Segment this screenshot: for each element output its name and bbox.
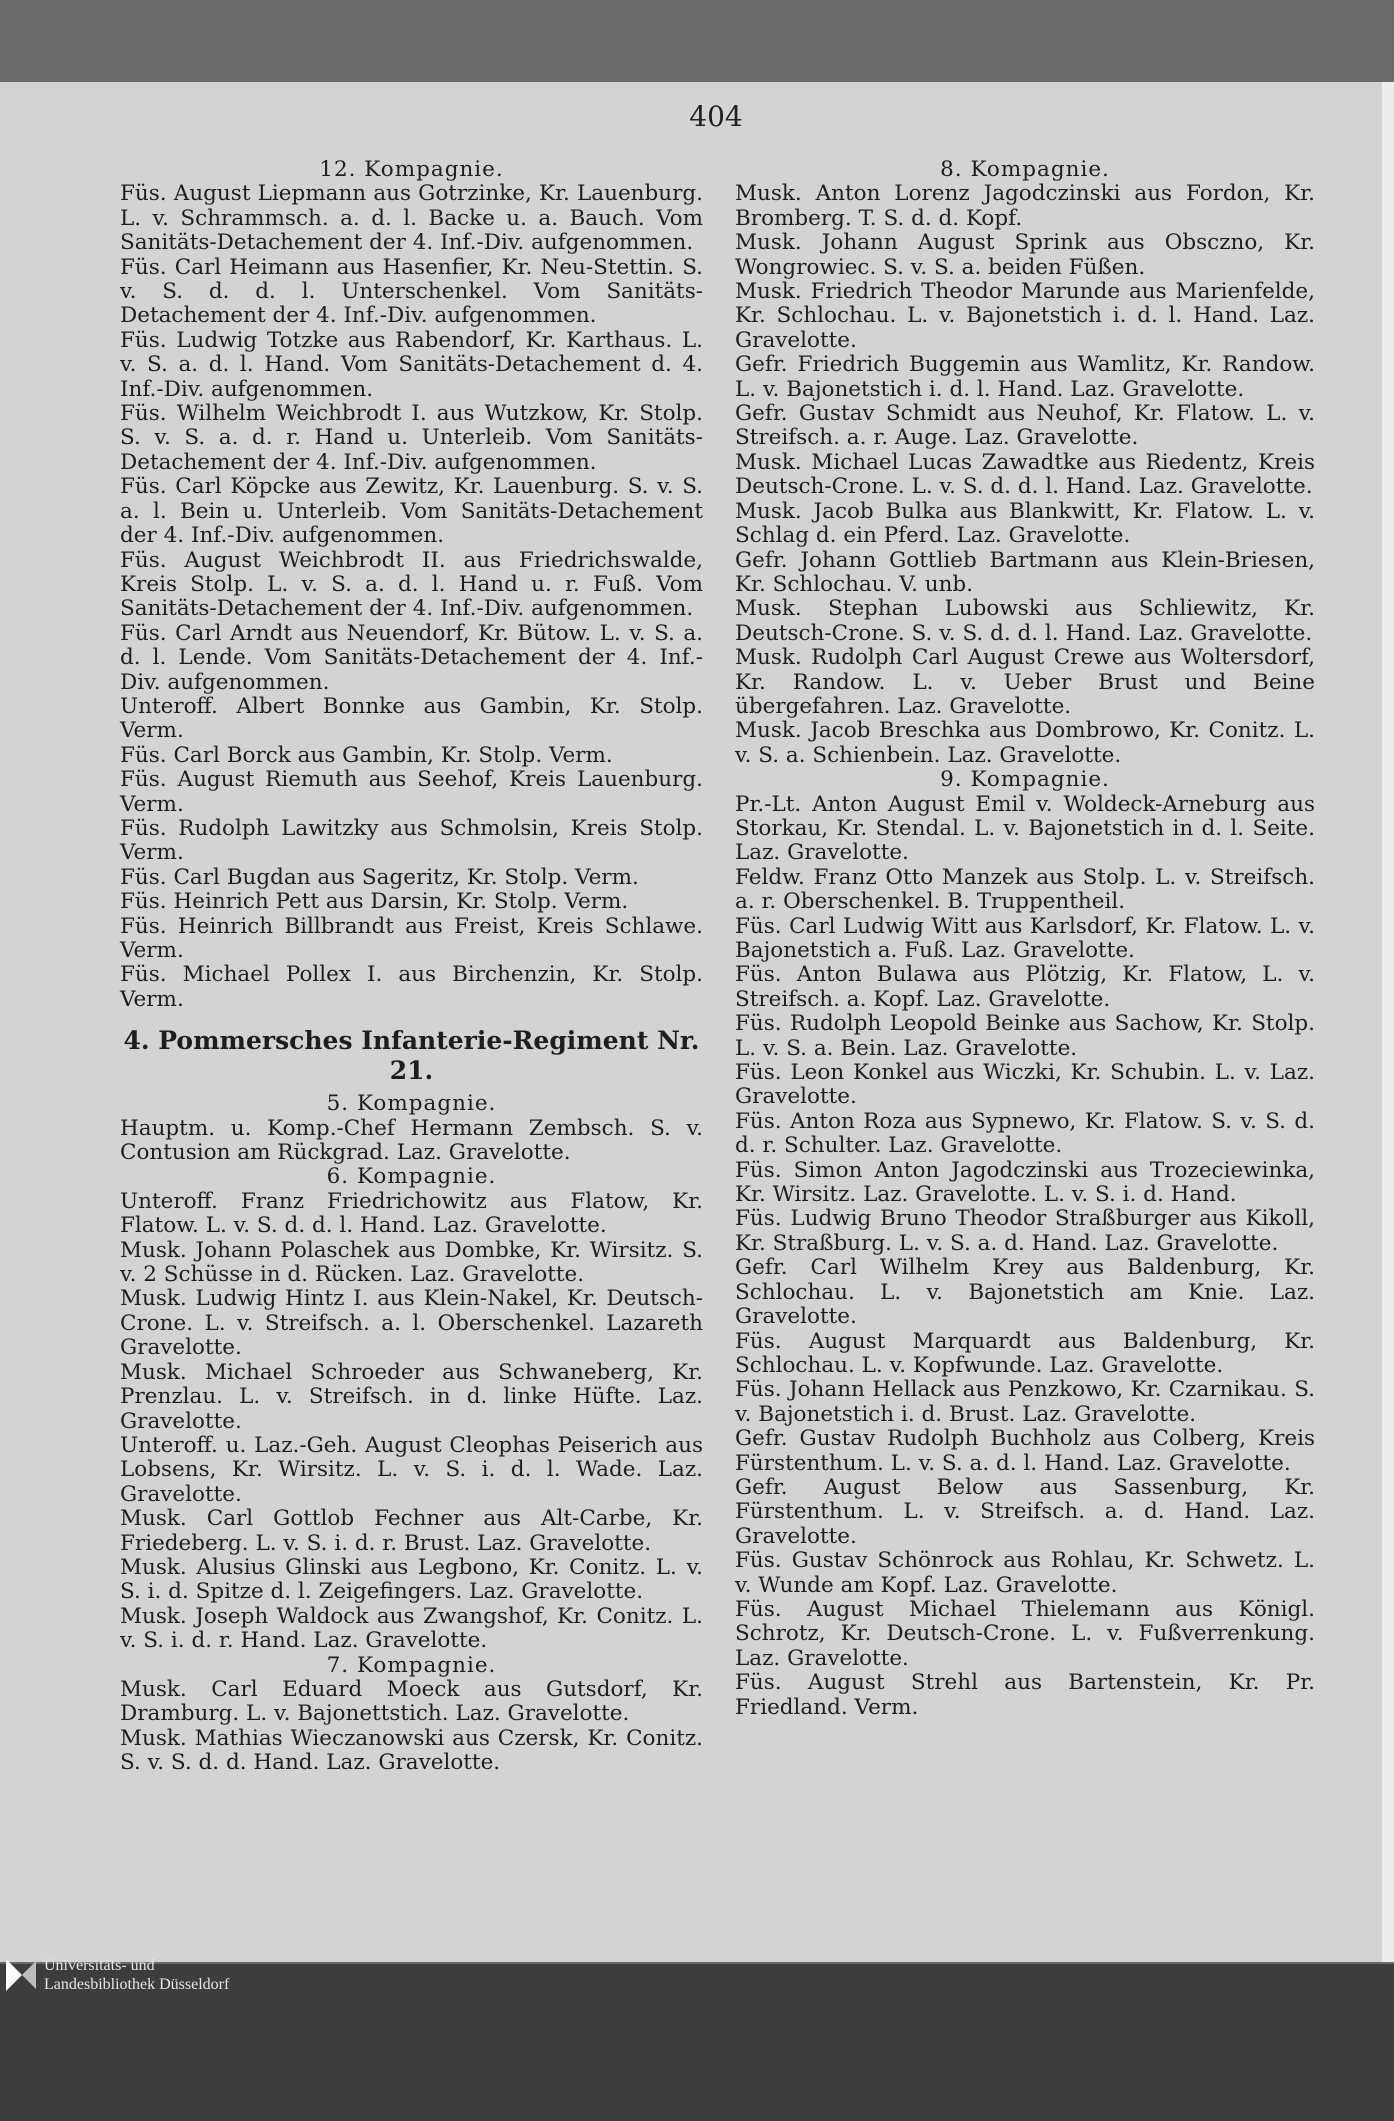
casualty-entry: Pr.-Lt. Anton August Emil v. Woldeck-Arneburg aus Storkau, Kr. Stendal. L. v. Bajonetstich in d. l. Seite. Laz. Gravelotte. xyxy=(735,791,1315,866)
casualty-entry: Füs. Leon Konkel aus Wiczki, Kr. Schubin. L. v. Laz. Gravelotte. xyxy=(735,1060,1315,1110)
casualty-entry: Füs. Johann Hellack aus Penzkowo, Kr. Czarnikau. S. v. Bajonetstich i. d. Brust. Laz. Gravelotte. xyxy=(735,1377,1315,1427)
casualty-entry: Füs. Gustav Schönrock aus Rohlau, Kr. Schwetz. L. v. Wunde am Kopf. Laz. Gravelotte. xyxy=(735,1548,1315,1598)
casualty-entry: Füs. Heinrich Pett aus Darsin, Kr. Stolp. Verm. xyxy=(120,889,629,915)
casualty-entry: Füs. Carl Ludwig Witt aus Karlsdorf, Kr. Flatow. L. v. Bajonetstich a. Fuß. Laz. Gravelotte. xyxy=(735,913,1315,963)
casualty-entry: Musk. Rudolph Carl August Crewe aus Woltersdorf, Kr. Randow. L. v. Ueber Brust und Beine übergefahren. Laz. Gravelotte. xyxy=(735,645,1315,719)
casualty-entry: Musk. Johann Polaschek aus Dombke, Kr. Wirsitz. S. v. 2 Schüsse in d. Rücken. Laz. Gravelotte. xyxy=(120,1237,703,1288)
library-credit-line-1: Universitäts- und xyxy=(44,1957,155,1974)
casualty-entry: Musk. Johann August Sprink aus Obsczno, Kr. Wongrowiec. S. v. S. a. beiden Füßen. xyxy=(735,230,1315,280)
casualty-entry: Musk. Friedrich Theodor Marunde aus Marienfelde, Kr. Schlochau. L. v. Bajonetstich i. d. l. Hand. Laz. Gravelotte. xyxy=(735,279,1315,353)
casualty-entry: Musk. Alusius Glinski aus Legbono, Kr. Conitz. L. v. S. i. d. Spitze d. l. Zeigefingers. Laz. Gravelotte. xyxy=(120,1554,703,1605)
casualty-entry: Unteroff. Franz Friedrichowitz aus Flatow, Kr. Flatow. L. v. S. d. d. l. Hand. Laz. Gravelotte. xyxy=(120,1188,703,1239)
casualty-entry: Gefr. Johann Gottlieb Bartmann aus Klein-Briesen, Kr. Schlochau. V. unb. xyxy=(735,547,1315,597)
casualty-entry: Füs. Carl Borck aus Gambin, Kr. Stolp. Verm. xyxy=(120,742,613,768)
casualty-entry: Feldw. Franz Otto Manzek aus Stolp. L. v. Streifsch. a. r. Oberschenkel. B. Truppentheil. xyxy=(735,864,1315,915)
casualty-entry: Füs. Ludwig Bruno Theodor Straßburger aus Kikoll, Kr. Straßburg. L. v. S. a. d. Hand. Laz. Gravelotte. xyxy=(735,1206,1315,1256)
page-number: 404 xyxy=(689,100,743,133)
casualty-entry: Musk. Michael Lucas Zawadtke aus Riedentz, Kreis Deutsch-Crone. L. v. S. d. d. l. Hand. Laz. Gravelotte. xyxy=(735,449,1315,500)
casualty-entry: Musk. Carl Eduard Moeck aus Gutsdorf, Kr. Dramburg. L. v. Bajonettstich. Laz. Gravelotte. xyxy=(120,1676,703,1727)
casualty-entry: Füs. Wilhelm Weichbrodt I. aus Wutzkow, Kr. Stolp. S. v. S. a. d. r. Hand u. Unterleib. Vom Sanitäts-Detachement der 4. Inf.-Div. aufgenommen. xyxy=(120,401,703,475)
casualty-entry: Füs. Rudolph Lawitzky aus Schmolsin, Kreis Stolp. Verm. xyxy=(120,815,703,866)
casualty-entry: Musk. Stephan Lubowski aus Schliewitz, Kr. Deutsch-Crone. S. v. S. d. d. l. Hand. Laz. Gravelotte. xyxy=(735,596,1315,646)
casualty-entry: Füs. Anton Roza aus Sypnewo, Kr. Flatow. S. v. S. d. d. r. Schulter. Laz. Gravelotte. xyxy=(735,1108,1315,1159)
casualty-entry: Musk. Michael Schroeder aus Schwaneberg, Kr. Prenzlau. L. v. Streifsch. in d. linke Hüfte. Laz. Gravelotte. xyxy=(120,1359,703,1434)
casualty-entry: Füs. Carl Heimann aus Hasenfier, Kr. Neu-Stettin. S. v. S. d. d. l. Unterschenkel. Vom Sanitäts-Detachement der 4. Inf.-Div. aufgenommen. xyxy=(120,254,703,329)
casualty-entry: Musk. Joseph Waldock aus Zwangshof, Kr. Conitz. L. v. S. i. d. r. Hand. Laz. Gravelotte. xyxy=(120,1603,703,1654)
casualty-entry: Gefr. Gustav Schmidt aus Neuhof, Kr. Flatow. L. v. Streifsch. a. r. Auge. Laz. Gravelotte. xyxy=(735,401,1315,451)
left-column xyxy=(120,158,703,1776)
casualty-entry: Unteroff. u. Laz.-Geh. August Cleophas Peiserich aus Lobsens, Kr. Wirsitz. L. v. S. i. d. l. Wade. Laz. Gravelotte. xyxy=(120,1432,703,1507)
company-heading: 5. Kompagnie. xyxy=(326,1091,497,1117)
casualty-entry: Füs. Carl Köpcke aus Zewitz, Kr. Lauenburg. S. v. S. a. l. Bein u. Unterleib. Vom Sanitäts-Detachement der 4. Inf.-Div. aufgenommen. xyxy=(120,474,703,549)
casualty-entry: Gefr. Gustav Rudolph Buchholz aus Colberg, Kreis Fürstenthum. L. v. S. a. d. l. Hand. Laz. Gravelotte. xyxy=(735,1426,1315,1476)
casualty-entry: Füs. August Michael Thielemann aus Königl. Schrotz, Kr. Deutsch-Crone. L. v. Fußverrenkung. Laz. Gravelotte. xyxy=(735,1596,1315,1671)
casualty-entry: Füs. Anton Bulawa aus Plötzig, Kr. Flatow, L. v. Streifsch. a. Kopf. Laz. Gravelotte. xyxy=(735,962,1315,1012)
casualty-entry: Gefr. August Below aus Sassenburg, Kr. Fürstenthum. L. v. Streifsch. a. d. Hand. Laz. Gravelotte. xyxy=(735,1474,1315,1549)
library-credit xyxy=(44,1956,229,1994)
casualty-entry: Füs. August Riemuth aus Seehof, Kreis Lauenburg. Verm. xyxy=(120,767,703,817)
casualty-entry: Füs. Heinrich Billbrandt aus Freist, Kreis Schlawe. Verm. xyxy=(120,913,703,963)
right-column xyxy=(735,158,1315,1720)
casualty-entry: Füs. Simon Anton Jagodczinski aus Trozeciewinka, Kr. Wirsitz. Laz. Gravelotte. L. v. S. i. d. Hand. xyxy=(735,1157,1315,1208)
company-heading: 7. Kompagnie. xyxy=(326,1652,497,1678)
library-logo-icon xyxy=(0,1953,40,1997)
company-heading: 6. Kompagnie. xyxy=(326,1164,497,1190)
casualty-entry: Musk. Jacob Bulka aus Blankwitt, Kr. Flatow. L. v. Schlag d. ein Pferd. Laz. Gravelotte. xyxy=(735,498,1315,549)
casualty-entry: Füs. Carl Bugdan aus Sageritz, Kr. Stolp. Verm. xyxy=(120,864,639,890)
casualty-entry: Unteroff. Albert Bonnke aus Gambin, Kr. Stolp. Verm. xyxy=(120,693,703,744)
company-heading: 8. Kompagnie. xyxy=(940,157,1110,182)
regiment-heading: 4. Pommersches Infanterie-Regiment Nr. 21. xyxy=(123,1026,700,1086)
casualty-entry: Musk. Mathias Wieczanowski aus Czersk, Kr. Conitz. S. v. S. d. d. Hand. Laz. Gravelotte. xyxy=(120,1725,703,1776)
casualty-entry: Füs. Carl Arndt aus Neuendorf, Kr. Bütow. L. v. S. a. d. l. Lende. Vom Sanitäts-Detachement der 4. Inf.-Div. aufgenommen. xyxy=(120,620,703,695)
casualty-entry: Gefr. Friedrich Buggemin aus Wamlitz, Kr. Randow. L. v. Bajonetstich i. d. l. Hand. Laz. Gravelotte. xyxy=(735,352,1315,402)
casualty-entry: Hauptm. u. Komp.-Chef Hermann Zembsch. S. v. Contusion am Rückgrad. Laz. Gravelotte. xyxy=(120,1115,703,1166)
casualty-entry: Füs. August Weichbrodt II. aus Friedrichswalde, Kreis Stolp. L. v. S. a. d. l. Hand u. r. Fuß. Vom Sanitäts-Detachement der 4. Inf.-Div. aufgenommen. xyxy=(120,547,703,622)
casualty-entry: Füs. August Strehl aus Bartenstein, Kr. Pr. Friedland. Verm. xyxy=(735,1670,1315,1720)
casualty-entry: Musk. Anton Lorenz Jagodczinski aus Fordon, Kr. Bromberg. T. S. d. d. Kopf. xyxy=(735,181,1315,231)
casualty-entry: Füs. Rudolph Leopold Beinke aus Sachow, Kr. Stolp. L. v. S. a. Bein. Laz. Gravelotte. xyxy=(735,1011,1315,1061)
casualty-entry: Füs. August Marquardt aus Baldenburg, Kr. Schlochau. L. v. Kopfwunde. Laz. Gravelotte. xyxy=(735,1328,1315,1378)
casualty-entry: Musk. Jacob Breschka aus Dombrowo, Kr. Conitz. L. v. S. a. Schienbein. Laz. Gravelotte. xyxy=(735,718,1315,768)
casualty-entry: Füs. Ludwig Totzke aus Rabendorf, Kr. Karthaus. L. v. S. a. d. l. Hand. Vom Sanitäts-Detachement d. 4. Inf.-Div. aufgenommen. xyxy=(120,327,703,402)
casualty-entry: Füs. Michael Pollex I. aus Birchenzin, Kr. Stolp. Verm. xyxy=(120,962,703,1012)
casualty-entry: Gefr. Carl Wilhelm Krey aus Baldenburg, Kr. Schlochau. L. v. Bajonetstich am Knie. Laz. Gravelotte. xyxy=(735,1255,1315,1330)
casualty-entry: Musk. Ludwig Hintz I. aus Klein-Nakel, Kr. Deutsch-Crone. L. v. Streifsch. a. l. Oberschenkel. Lazareth Gravelotte. xyxy=(120,1286,703,1361)
company-heading: 12. Kompagnie. xyxy=(319,157,504,182)
casualty-entry: Musk. Carl Gottlob Fechner aus Alt-Carbe, Kr. Friedeberg. L. v. S. i. d. r. Brust. Laz. Gravelotte. xyxy=(120,1506,703,1556)
library-credit-line-2: Landesbibliothek Düsseldorf xyxy=(44,1976,230,1993)
company-heading: 9. Kompagnie. xyxy=(940,767,1110,793)
casualty-entry: Füs. August Liepmann aus Gotrzinke, Kr. Lauenburg. L. v. Schrammsch. a. d. l. Backe u. a. Bauch. Vom Sanitäts-Detachement der 4. Inf.-Div. aufgenommen. xyxy=(120,181,703,256)
